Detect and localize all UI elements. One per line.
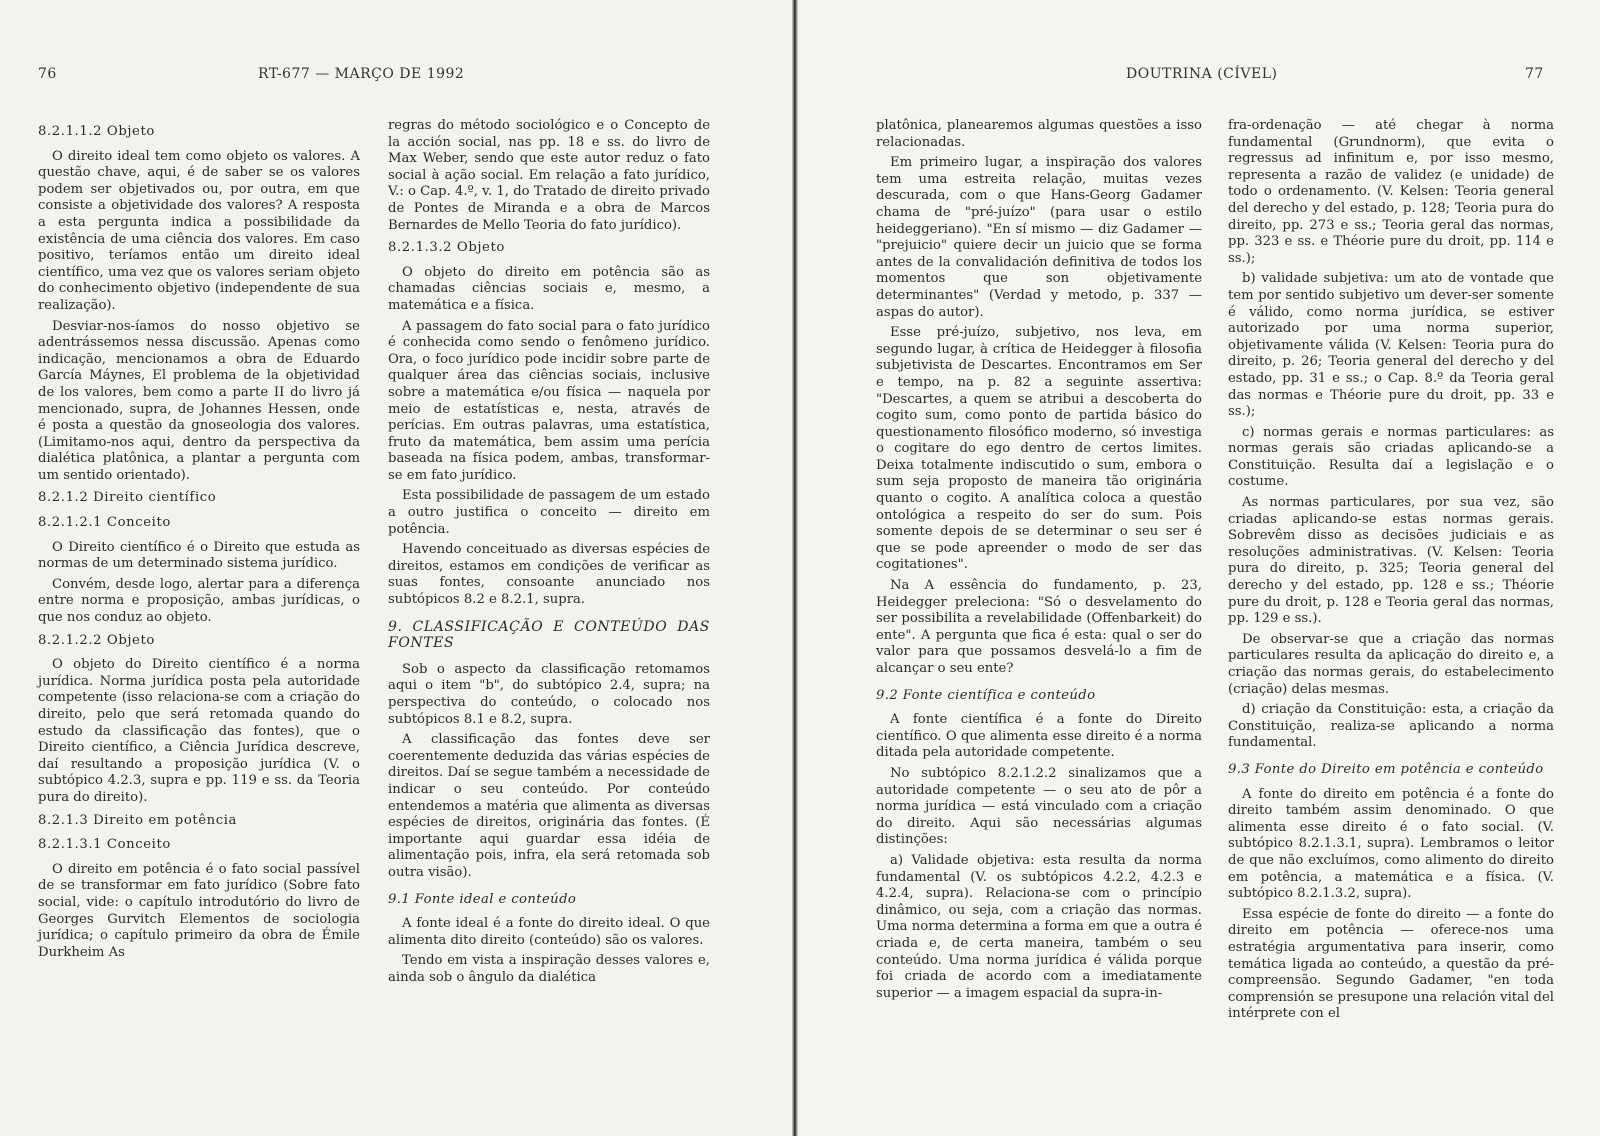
section-heading: 8.2.1.2 Direito científico xyxy=(38,490,217,506)
subsection-heading: 9.3 Fonte do Direito em potência e conteúdo xyxy=(1228,761,1544,777)
paragraph: Esse pré-juízo, subjetivo, nos leva, em segundo lugar, à crítica de Heidegger à filosofia subjetivista de Descartes. Encontramos em Ser e tempo, na p. 82 a seguinte assertiva: "Descartes, a quem se atribui a descoberta do cogito sum, como ponto de partida básico do questionamento filosófico moderno, só investiga o cogitare do ego dentro de certos limites. Deixa totalmente indiscutido o sum, embora o sum seja proposto de maneira tão originária quanto o cogito. A analítica coloca a questão ontológica a respeito do ser do sum. Pois somente depois de se determinar o seu ser é que se pode apreender o modo de ser das cogitationes". xyxy=(876,325,1202,573)
left-page xyxy=(0,0,792,1136)
paragraph: Tendo em vista a inspiração desses valores e, ainda sob o ângulo da dialética xyxy=(388,953,710,985)
paragraph: Desviar-nos-íamos do nosso objetivo se adentrássemos nessa discussão. Apenas como indicação, mencionamos a obra de Eduardo García Máynes, El problema de la objetividad de los valores, bem como a parte II do livro já mencionado, supra, de Johannes Hessen, onde é posta a questão da gnoseologia dos valores. (Limitamo-nos aqui, dentro da perspectiva da dialética platônica, a plantar a pergunta com um sentido orientado). xyxy=(38,318,360,483)
section-heading: 8.2.1.2.2 Objeto xyxy=(38,632,155,648)
paragraph: Esta possibilidade de passagem de um estado a outro justifica o conceito — direito em potência. xyxy=(388,488,710,537)
right-column-2 xyxy=(1228,118,1554,1027)
paragraph: De observar-se que a criação das normas particulares resulta da aplicação do direito e, a criação das normas gerais, do estabelecimento (criação) delas mesmas. xyxy=(1228,631,1554,697)
paragraph: Convém, desde logo, alertar para a diferença entre norma e proposição, ambas jurídicas, o que nos conduz ao objeto. xyxy=(38,576,360,626)
right-page xyxy=(798,0,1600,1136)
right-page-number: 77 xyxy=(1525,66,1544,82)
paragraph: c) normas gerais e normas particulares: as normas gerais são criadas aplicando-se a Constituição. Resulta daí a legislação e o costume. xyxy=(1228,424,1554,490)
paragraph: A classificação das fontes deve ser coerentemente deduzida das várias espécies de direitos. Daí se segue também a necessidade de indicar o seu conteúdo. Por conteúdo entendemos a matéria que alimenta as diversas espécies de direitos, originária das fontes. (É importante aqui guardar essa idéia de alimentação pois, infra, ela será retomada sob outra visão). xyxy=(388,732,710,880)
paragraph: Na A essência do fundamento, p. 23, Heidegger preleciona: "Só o desvelamento do ser possibilita a revelabilidade (Offenbarkeit) do ente". A pergunta que fica é esta: qual o ser do valor para que possamos desvelá-lo a fim de alcançar o seu ente? xyxy=(876,578,1202,676)
paragraph: Havendo conceituado as diversas espécies de direitos, estamos em condições de verificar as suas fontes, consoante anunciado nos subtópicos 8.2 e 8.2.1, supra. xyxy=(388,542,710,608)
paragraph: O direito em potência é o fato social passível de se transformar em fato jurídico (Sobre fato social, vide: o capítulo introdutório do livro de Georges Gurvitch Elementos de sociologia jurídica; o capítulo primeiro da obra de Émile Durkheim As xyxy=(38,861,360,960)
paragraph: O direito ideal tem como objeto os valores. A questão chave, aqui, é de saber se os valores podem ser objetivados ou, por outra, em que consiste a objetividade dos valores? A resposta a esta pergunta indica a possibilidade da existência de uma ciência dos valores. Em caso positivo, teríamos então um direito ideal científico, uma vez que os valores seriam objeto do conhecimento objetivo (independente de sua realização). xyxy=(38,148,360,313)
chapter-heading: 9. CLASSIFICAÇÃO E CONTEÚDO DAS FONTES xyxy=(388,618,710,652)
paragraph: O Direito científico é o Direito que estuda as normas de um determinado sistema jurídico. xyxy=(38,539,360,572)
paragraph: Sob o aspecto da classificação retomamos aqui o item "b", do subtópico 2.4, supra; na perspectiva do conteúdo, o colocado nos subtópicos 8.1 e 8.2, supra. xyxy=(388,661,710,727)
paragraph: A fonte científica é a fonte do Direito científico. O que alimenta esse direito é a norma ditada pela autoridade competente. xyxy=(876,712,1202,761)
paragraph: A passagem do fato social para o fato jurídico é conhecida como sendo o fenômeno jurídico. Ora, o foco jurídico pode incidir sobre parte de qualquer área das ciências sociais, inclusive sobre a matemática e/ou física — naquela por meio de estatísticas e, nesta, através de perícias. Em outras palavras, uma estatística, fruto da matemática, bem assim uma perícia baseada na física podem, ambas, transformar-se em fato jurídico. xyxy=(388,318,710,483)
paragraph: O objeto do direito em potência são as chamadas ciências sociais e, mesmo, a matemática e a física. xyxy=(388,264,710,313)
paragraph: A fonte ideal é a fonte do direito ideal. O que alimenta dito direito (conteúdo) são os valores. xyxy=(388,916,710,948)
paragraph: b) validade subjetiva: um ato de vontade que tem por sentido subjetivo um dever-ser somente é válido, como norma jurídica, se estiver autorizado por uma norma superior, objetivamente válida (V. Kelsen: Teoria pura do direito, p. 26; Teoria general del derecho y del estado, pp. 31 e ss.; o Cap. 8.º da Teoria geral das normas e Théorie pure du droit, pp. 33 e ss.); xyxy=(1228,271,1554,420)
continued-paragraph: fra-ordenação — até chegar à norma fundamental (Grundnorm), que evita o regressus ad infinitum e, por isso mesmo, representa a razão de validez (e unidade) de todo o ordenamento. (V. Kelsen: Teoria general del derecho y del estado, p. 128; Teoria pura do direito, pp. 273 e ss.; Teoria geral das normas, pp. 323 e ss. e Théorie pure du droit, pp. 114 e ss.); xyxy=(1228,118,1554,266)
continued-paragraph: platônica, planearemos algumas questões a isso relacionadas. xyxy=(876,118,1202,150)
right-running-head: DOUTRINA (CÍVEL) xyxy=(1126,66,1278,82)
paragraph: No subtópico 8.2.1.2.2 sinalizamos que a autoridade competente — o seu ato de pôr a norma jurídica — está vinculado com a criação do direito. Aqui são necessárias algumas distinções: xyxy=(876,765,1202,848)
section-heading: 8.2.1.3.2 Objeto xyxy=(388,240,505,256)
left-page-number: 76 xyxy=(38,66,57,82)
section-heading: 8.2.1.3 Direito em potência xyxy=(38,812,238,828)
subsection-heading: 9.2 Fonte científica e conteúdo xyxy=(876,687,1096,703)
paragraph: O objeto do Direito científico é a norma jurídica. Norma jurídica posta pela autoridade competente (isso relaciona-se com a criação do direito, pelo que será retomada quando do estudo da classificação das fontes), que o Direito científico, a Ciência Jurídica descreve, daí resultando a proposição jurídica (V. o subtópico 4.2.3, supra e pp. 119 e ss. da Teoria pura do direito). xyxy=(38,657,360,805)
section-heading: 8.2.1.3.1 Conceito xyxy=(38,837,171,853)
paragraph: A fonte do direito em potência é a fonte do direito também assim denominado. O que alimenta esse direito é o fato social. (V. subtópico 8.2.1.3.1, supra). Lembramos o leitor de que não excluímos, como alimento do direito em potência, a matemática e a física. (V. subtópico 8.2.1.3.2, supra). xyxy=(1228,786,1554,902)
left-running-head: RT-677 — MARÇO DE 1992 xyxy=(258,66,465,82)
paragraph: Em primeiro lugar, a inspiração dos valores tem uma estreita relação, muitas vezes descurada, com o que Hans-Georg Gadamer chama de "pré-juízo" (para usar o estilo heideggeriano). "En sí mismo — diz Gadamer — "prejuicio" quiere decir un juicio que se forma antes de la convalidación definitiva de todos los momentos que son objetivamente determinantes" (Verdad y metodo, p. 337 — aspas do autor). xyxy=(876,155,1202,320)
left-column-1 xyxy=(38,118,360,965)
paragraph: As normas particulares, por sua vez, são criadas aplicando-se estas normas gerais. Sobrevêm disso as decisões judiciais e as resoluções administrativas. (V. Kelsen: Teoria pura do direito, p. 325; Teoria general del derecho y del estado, pp. 128 e ss.; Théorie pure du droit, p. 128 e Teoria geral das normas, pp. 129 e ss.). xyxy=(1228,495,1554,627)
right-column-1 xyxy=(876,118,1202,1006)
continued-paragraph: regras do método sociológico e o Concepto de la acción social, nas pp. 18 e ss. do livro de Max Weber, sendo que este autor reduz o fato social à ação social. Em relação a fato jurídico, V.: o Cap. 4.º, v. 1, do Tratado de direito privado de Pontes de Miranda e a obra de Marcos Bernardes de Mello Teoria do fato jurídico). xyxy=(388,118,710,233)
paragraph: a) Validade objetiva: esta resulta da norma fundamental (V. os subtópicos 4.2.2, 4.2.3 e 4.2.4, supra). Relaciona-se com o princípio dinâmico, ou seja, com a criação das normas. Uma norma determina a forma em que a outra é criada e, de certa maneira, também o seu conteúdo. Uma norma jurídica é válida porque foi criada de acordo com a imediatamente superior — a imagem espacial da supra-in- xyxy=(876,852,1202,1001)
subsection-heading: 9.1 Fonte ideal e conteúdo xyxy=(388,891,577,907)
section-heading: 8.2.1.1.2 Objeto xyxy=(38,124,155,139)
paragraph: d) criação da Constituição: esta, a criação da Constituição, realiza-se aplicando a norma fundamental. xyxy=(1228,702,1554,751)
paragraph: Essa espécie de fonte do direito — a fonte do direito em potência — oferece-nos uma estratégia argumentativa para inserir, como temática ligada ao conteúdo, a questão da pré-compreensão. Segundo Gadamer, "en toda comprensión se presupone una relación vital del intérprete con el xyxy=(1228,906,1554,1022)
left-column-2 xyxy=(388,118,710,991)
section-heading: 8.2.1.2.1 Conceito xyxy=(38,515,171,531)
